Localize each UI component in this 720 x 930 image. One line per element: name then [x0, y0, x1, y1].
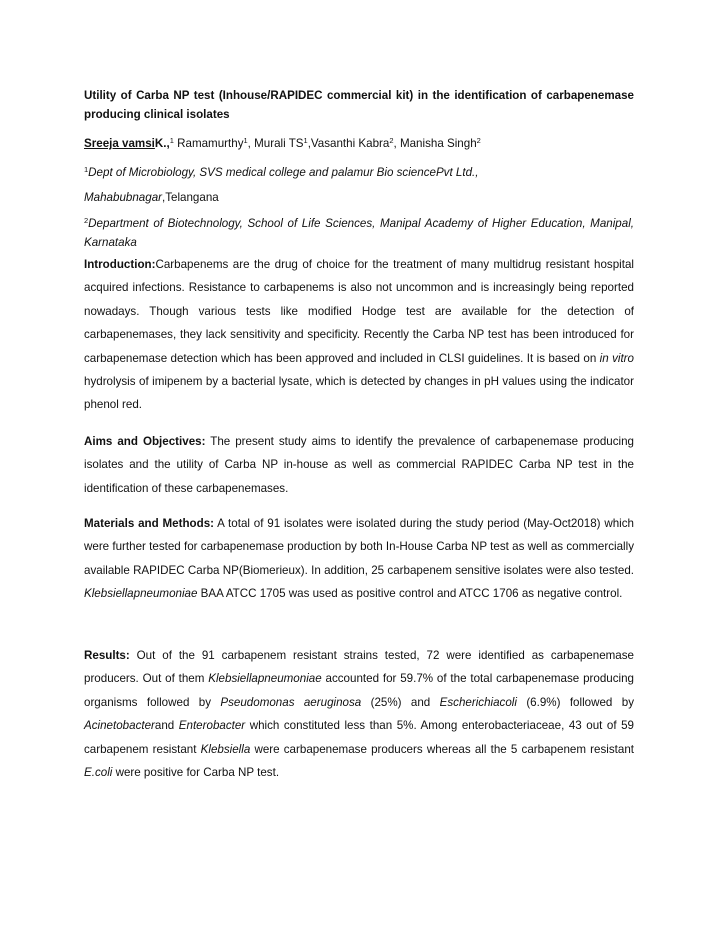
methods-heading: Materials and Methods:: [84, 517, 214, 530]
author-1: Sreeja vamsi: [84, 137, 155, 150]
affiliation-2: $^2$Department of Biotechnology, School of Life Sciences, Manipal Academy of Higher Education, Manipal, Karnataka: [84, 216, 634, 249]
author-3: , Murali TS: [247, 137, 304, 150]
introduction-heading: Introduction:: [84, 258, 156, 271]
introduction-paragraph: Introduction:Carbapenems are the drug of choice for the treatment of many multidrug resistant hospital acquired infections. Resistance to carbapenems is also not uncommon and is increasingly being reported nowadays. Though various tests like modified Hodge test are available for the detection of carbapenemases, they lack sensitivity and specificity. Recently the Carba NP test has been introduced for carbapenemase detection which has been approved and included in CLSI guidelines. It is based on in vitro hydrolysis of imipenem by a bacterial lysate, which is detected by changes in pH values using the indicator phenol red.: [84, 258, 634, 412]
affiliation-1: $^1$Dept of Microbiology, SVS medical college and palamur Bio sciencePvt Ltd.,: [84, 165, 479, 179]
aims-heading: Aims and Objectives:: [84, 435, 206, 448]
affiliation-1-location: Mahabubnagar,Telangana: [84, 191, 219, 204]
author-4: ,Vasanthi Kabra: [307, 137, 390, 150]
author-2: Ramamurthy: [173, 137, 244, 150]
aims-paragraph: Aims and Objectives: The present study aims to identify the prevalence of carbapenemase producing isolates and the utility of Carba NP in-house as well as commercial RAPIDEC Carba NP test in the identification of these carbapenemases.: [84, 435, 635, 495]
author-list: Sreeja vamsiK.,$^1$ Ramamurthy$^1$, Murali $TS^1,Vasanthi$ Kabra$^2$, Manisha Singh$^2$: [84, 136, 481, 150]
author-5: , Manisha Singh: [393, 137, 477, 150]
paper-title: Utility of Carba NP test (Inhouse/RAPIDEC commercial kit) in the identification of carbapenemase producing clinical isolates: [84, 89, 634, 121]
results-heading: Results:: [84, 649, 130, 662]
methods-paragraph: Materials and Methods: A total of 91 isolates were isolated during the study period (May-Oct2018) which were further tested for carbapenemase production by both In-House Carba NP test as well as commercially available RAPIDEC Carba NP(Biomerieux). In addition, 25 carbapenem sensitive isolates were also tested. Klebsiellapneumoniae BAA ATCC 1705 was used as positive control and ATCC 1706 as negative control.: [84, 517, 634, 601]
results-paragraph: Results: Out of the 91 carbapenem resistant strains tested, 72 were identified as carbapenemase producers. Out of them Klebsiellapneumoniae accounted for 59.7% of the total carbapenemase producing organisms followed by Pseudomonas aeruginosa (25%) and Escherichiacoli (6.9%) followed by Acinetobacterand Enterobacter which constituted less than 5%. Among enterobacteriaceae, 43 out of 59 carbapenem resistant Klebsiella were carbapenemase producers whereas all the 5 carbapenem resistant E.coli were positive for Carba NP test.: [84, 649, 634, 780]
